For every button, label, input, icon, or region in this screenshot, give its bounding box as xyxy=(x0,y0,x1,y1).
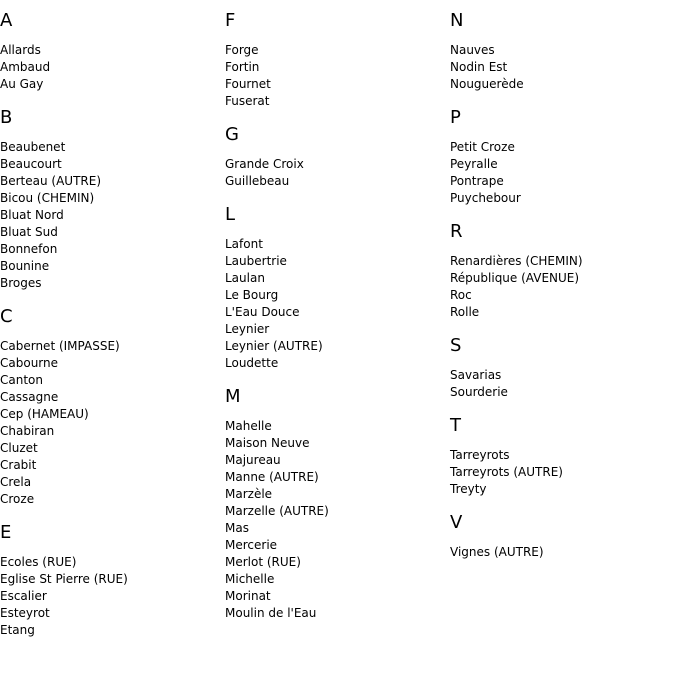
letter-heading: S xyxy=(450,335,462,356)
street-link[interactable]: Forge xyxy=(225,43,259,57)
street-link[interactable]: Petit Croze xyxy=(450,140,515,154)
letter-heading: L xyxy=(225,204,236,225)
letter-heading: T xyxy=(450,415,461,436)
letter-heading: P xyxy=(450,107,461,128)
street-link[interactable]: Peyralle xyxy=(450,157,498,171)
street-link[interactable]: Laulan xyxy=(225,271,265,285)
letter-heading: F xyxy=(225,10,236,31)
street-link[interactable]: Marzèle xyxy=(225,487,273,501)
street-link[interactable]: Michelle xyxy=(225,572,275,586)
street-link[interactable]: Chabiran xyxy=(0,424,55,438)
letter-group xyxy=(0,522,225,639)
street-link[interactable]: Fortin xyxy=(225,60,260,74)
letter-heading: N xyxy=(450,10,464,31)
street-link[interactable]: Loudette xyxy=(225,356,279,370)
letter-group xyxy=(450,221,675,321)
street-link[interactable]: Treyty xyxy=(450,482,487,496)
street-link[interactable]: Rolle xyxy=(450,305,480,319)
index-column xyxy=(450,10,675,575)
street-list xyxy=(450,253,675,321)
letter-group xyxy=(0,306,225,508)
street-list xyxy=(225,418,450,622)
street-link[interactable]: Laubertrie xyxy=(225,254,287,268)
street-link[interactable]: Berteau (AUTRE) xyxy=(0,174,102,188)
street-link[interactable]: Esteyrot xyxy=(0,606,50,620)
street-link[interactable]: Maison Neuve xyxy=(225,436,310,450)
street-list xyxy=(225,236,450,372)
street-link[interactable]: Bluat Sud xyxy=(0,225,58,239)
street-link[interactable]: Cluzet xyxy=(0,441,38,455)
street-link[interactable]: Tarreyrots (AUTRE) xyxy=(450,465,563,479)
street-link[interactable]: Canton xyxy=(0,373,43,387)
street-link[interactable]: Majureau xyxy=(225,453,281,467)
street-link[interactable]: Cabourne xyxy=(0,356,59,370)
street-link[interactable]: Renardières (CHEMIN) xyxy=(450,254,583,268)
letter-group xyxy=(450,10,675,93)
letter-heading: V xyxy=(450,512,463,533)
letter-heading: M xyxy=(225,386,241,407)
street-link[interactable]: Bluat Nord xyxy=(0,208,64,222)
street-link[interactable]: Croze xyxy=(0,492,35,506)
street-list xyxy=(450,447,675,498)
letter-heading: B xyxy=(0,107,13,128)
street-link[interactable]: Mercerie xyxy=(225,538,278,552)
street-link[interactable]: Cabernet (IMPASSE) xyxy=(0,339,120,353)
street-link[interactable]: Cep (HAMEAU) xyxy=(0,407,89,421)
street-link[interactable]: Nauves xyxy=(450,43,495,57)
street-list xyxy=(450,139,675,207)
street-link[interactable]: Crabit xyxy=(0,458,37,472)
street-link[interactable]: Moulin de l'Eau xyxy=(225,606,317,620)
street-link[interactable]: Grande Croix xyxy=(225,157,304,171)
index-column xyxy=(225,10,450,636)
street-link[interactable]: Allards xyxy=(0,43,41,57)
street-link[interactable]: Vignes (AUTRE) xyxy=(450,545,544,559)
street-list xyxy=(0,139,225,292)
street-link[interactable]: Bonnefon xyxy=(0,242,58,256)
street-link[interactable]: Le Bourg xyxy=(225,288,279,302)
street-link[interactable]: Tarreyrots xyxy=(450,448,510,462)
street-link[interactable]: Leynier (AUTRE) xyxy=(225,339,323,353)
letter-group xyxy=(225,124,450,190)
letter-group xyxy=(0,10,225,93)
street-link[interactable]: Beaucourt xyxy=(0,157,62,171)
street-link[interactable]: Ambaud xyxy=(0,60,51,74)
letter-group xyxy=(225,10,450,110)
street-link[interactable]: Savarias xyxy=(450,368,502,382)
street-link[interactable]: Marzelle (AUTRE) xyxy=(225,504,329,518)
street-link[interactable]: Eglise St Pierre (RUE) xyxy=(0,572,128,586)
street-list xyxy=(0,42,225,93)
street-link[interactable]: Sourderie xyxy=(450,385,508,399)
letter-group xyxy=(450,512,675,561)
street-link[interactable]: Bicou (CHEMIN) xyxy=(0,191,95,205)
street-link[interactable]: Fournet xyxy=(225,77,271,91)
street-link[interactable]: Bounine xyxy=(0,259,50,273)
letter-group xyxy=(450,335,675,401)
street-link[interactable]: Morinat xyxy=(225,589,271,603)
street-link[interactable]: Broges xyxy=(0,276,42,290)
street-link[interactable]: Pontrape xyxy=(450,174,504,188)
street-list xyxy=(0,338,225,508)
index-column xyxy=(0,10,225,653)
street-link[interactable]: Cassagne xyxy=(0,390,59,404)
letter-heading: R xyxy=(450,221,463,242)
letter-group xyxy=(450,107,675,207)
street-link[interactable]: Etang xyxy=(0,623,35,637)
street-link[interactable]: Nodin Est xyxy=(450,60,508,74)
street-link[interactable]: Crela xyxy=(0,475,32,489)
street-link[interactable]: République (AVENUE) xyxy=(450,271,580,285)
street-list xyxy=(450,367,675,401)
letter-group xyxy=(450,415,675,498)
street-list xyxy=(0,554,225,639)
street-link[interactable]: Mas xyxy=(225,521,249,535)
street-link[interactable]: L'Eau Douce xyxy=(225,305,300,319)
street-link[interactable]: Beaubenet xyxy=(0,140,66,154)
letter-group xyxy=(225,204,450,372)
letter-heading: G xyxy=(225,124,239,145)
letter-heading: E xyxy=(0,522,12,543)
street-link[interactable]: Merlot (RUE) xyxy=(225,555,301,569)
street-link[interactable]: Mahelle xyxy=(225,419,272,433)
street-link[interactable]: Ecoles (RUE) xyxy=(0,555,77,569)
letter-group xyxy=(225,386,450,622)
letter-heading: C xyxy=(0,306,13,327)
street-link[interactable]: Fuserat xyxy=(225,94,270,108)
street-list xyxy=(225,156,450,190)
street-link[interactable]: Nouguerède xyxy=(450,77,524,91)
street-list xyxy=(450,42,675,93)
street-link[interactable]: Leynier xyxy=(225,322,270,336)
street-list xyxy=(450,544,675,561)
street-link[interactable]: Guillebeau xyxy=(225,174,290,188)
letter-heading: A xyxy=(0,10,13,31)
street-link[interactable]: Puychebour xyxy=(450,191,521,205)
street-list xyxy=(225,42,450,110)
street-link[interactable]: Au Gay xyxy=(0,77,44,91)
street-link[interactable]: Lafont xyxy=(225,237,263,251)
street-link[interactable]: Manne (AUTRE) xyxy=(225,470,319,484)
letter-group xyxy=(0,107,225,292)
street-link[interactable]: Escalier xyxy=(0,589,47,603)
street-link[interactable]: Roc xyxy=(450,288,472,302)
